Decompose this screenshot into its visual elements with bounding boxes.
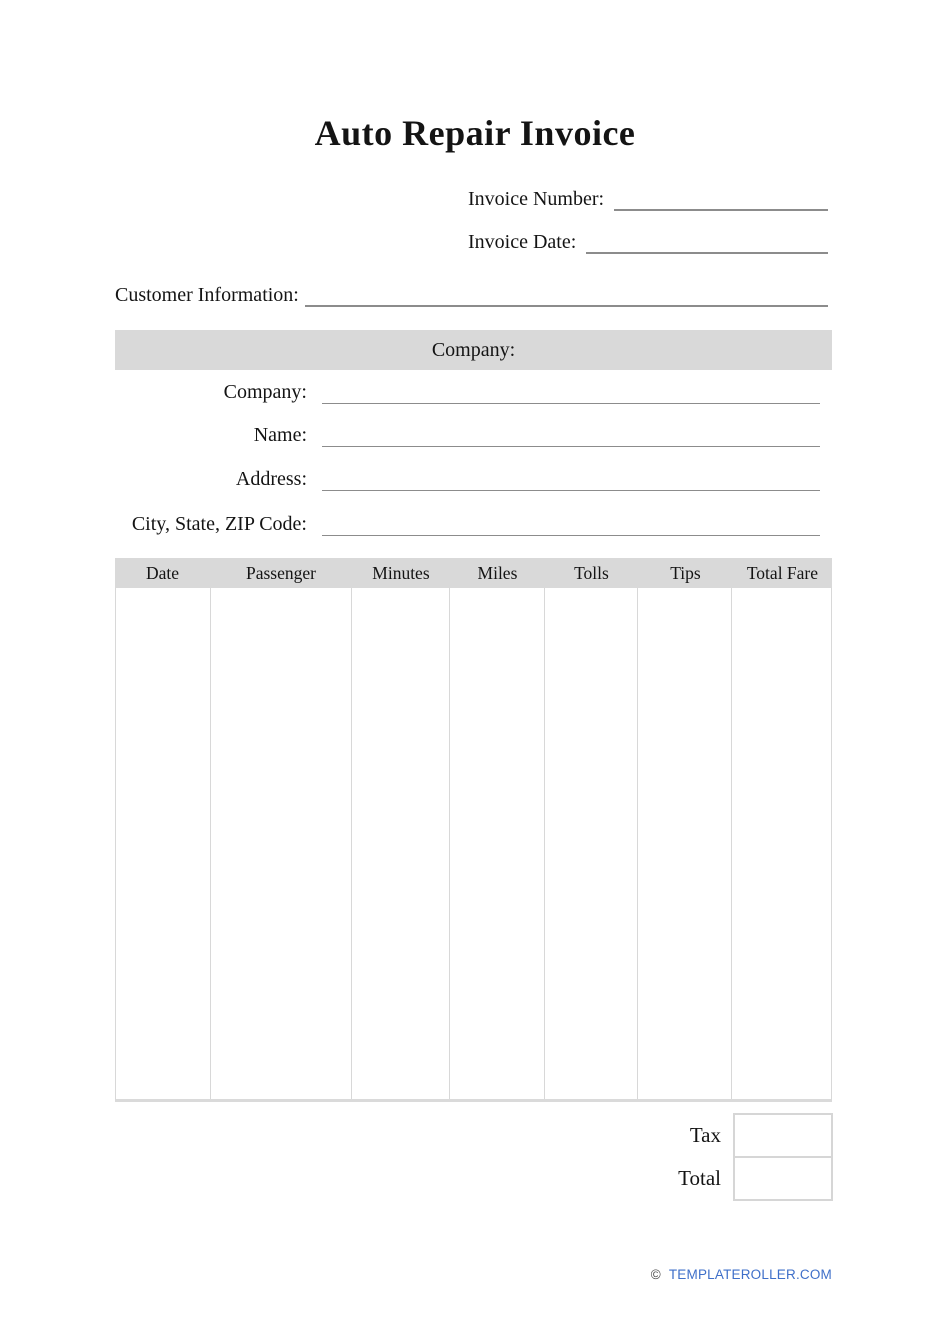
column-header-tips: Tips — [670, 563, 701, 583]
copyright-symbol: © — [650, 1267, 661, 1282]
city-state-zip-field-row — [115, 512, 820, 536]
invoice-number-input-line[interactable] — [614, 187, 828, 211]
table-column-tolls[interactable] — [545, 588, 638, 1099]
column-header-total-fare: Total Fare — [746, 563, 819, 583]
column-header-tolls: Tolls — [574, 563, 609, 583]
templateroller-link[interactable]: TEMPLATEROLLER.COM — [668, 1267, 832, 1282]
tax-value-box[interactable] — [733, 1113, 833, 1158]
total-value-box[interactable] — [733, 1156, 833, 1201]
name-input-line[interactable] — [322, 424, 820, 447]
address-input-line[interactable] — [322, 468, 820, 491]
table-column-total-fare[interactable] — [732, 588, 831, 1099]
footer — [651, 1267, 832, 1282]
name-field-label: Name: — [253, 424, 307, 446]
column-header-miles: Miles — [477, 563, 518, 583]
table-column-passenger[interactable] — [211, 588, 353, 1099]
company-section-header: Company: — [115, 330, 832, 370]
page-title: Auto Repair Invoice — [314, 113, 636, 153]
invoice-number-row — [468, 187, 828, 211]
invoice-date-row — [468, 230, 828, 254]
column-header-passenger: Passenger — [245, 563, 316, 583]
city-state-zip-input-line[interactable] — [322, 513, 820, 536]
trips-table-body — [115, 588, 832, 1102]
invoice-date-input-line[interactable] — [586, 230, 828, 254]
total-label: Total — [678, 1166, 721, 1190]
totals-section — [550, 1113, 833, 1201]
tax-label: Tax — [689, 1123, 721, 1147]
invoice-number-label: Invoice Number: — [468, 188, 605, 210]
address-field-label: Address: — [235, 468, 307, 490]
customer-information-label: Customer Information: — [115, 284, 299, 306]
company-field-row — [115, 380, 820, 404]
table-column-minutes[interactable] — [352, 588, 450, 1099]
trips-table-header — [115, 558, 832, 588]
company-input-line[interactable] — [322, 381, 820, 404]
table-column-tips[interactable] — [638, 588, 733, 1099]
customer-information-input-line[interactable] — [305, 283, 828, 307]
customer-information-row — [115, 283, 828, 307]
table-column-miles[interactable] — [450, 588, 545, 1099]
name-field-row — [115, 423, 820, 447]
tax-row — [550, 1113, 833, 1158]
invoice-date-label: Invoice Date: — [468, 231, 577, 253]
trips-table — [115, 558, 832, 1102]
column-header-date: Date — [145, 563, 180, 583]
table-column-date[interactable] — [116, 588, 211, 1099]
address-field-row — [115, 467, 820, 491]
company-field-label: Company: — [223, 381, 307, 403]
column-header-minutes: Minutes — [372, 563, 430, 583]
city-state-zip-field-label: City, State, ZIP Code: — [131, 513, 307, 535]
total-row — [550, 1156, 833, 1201]
